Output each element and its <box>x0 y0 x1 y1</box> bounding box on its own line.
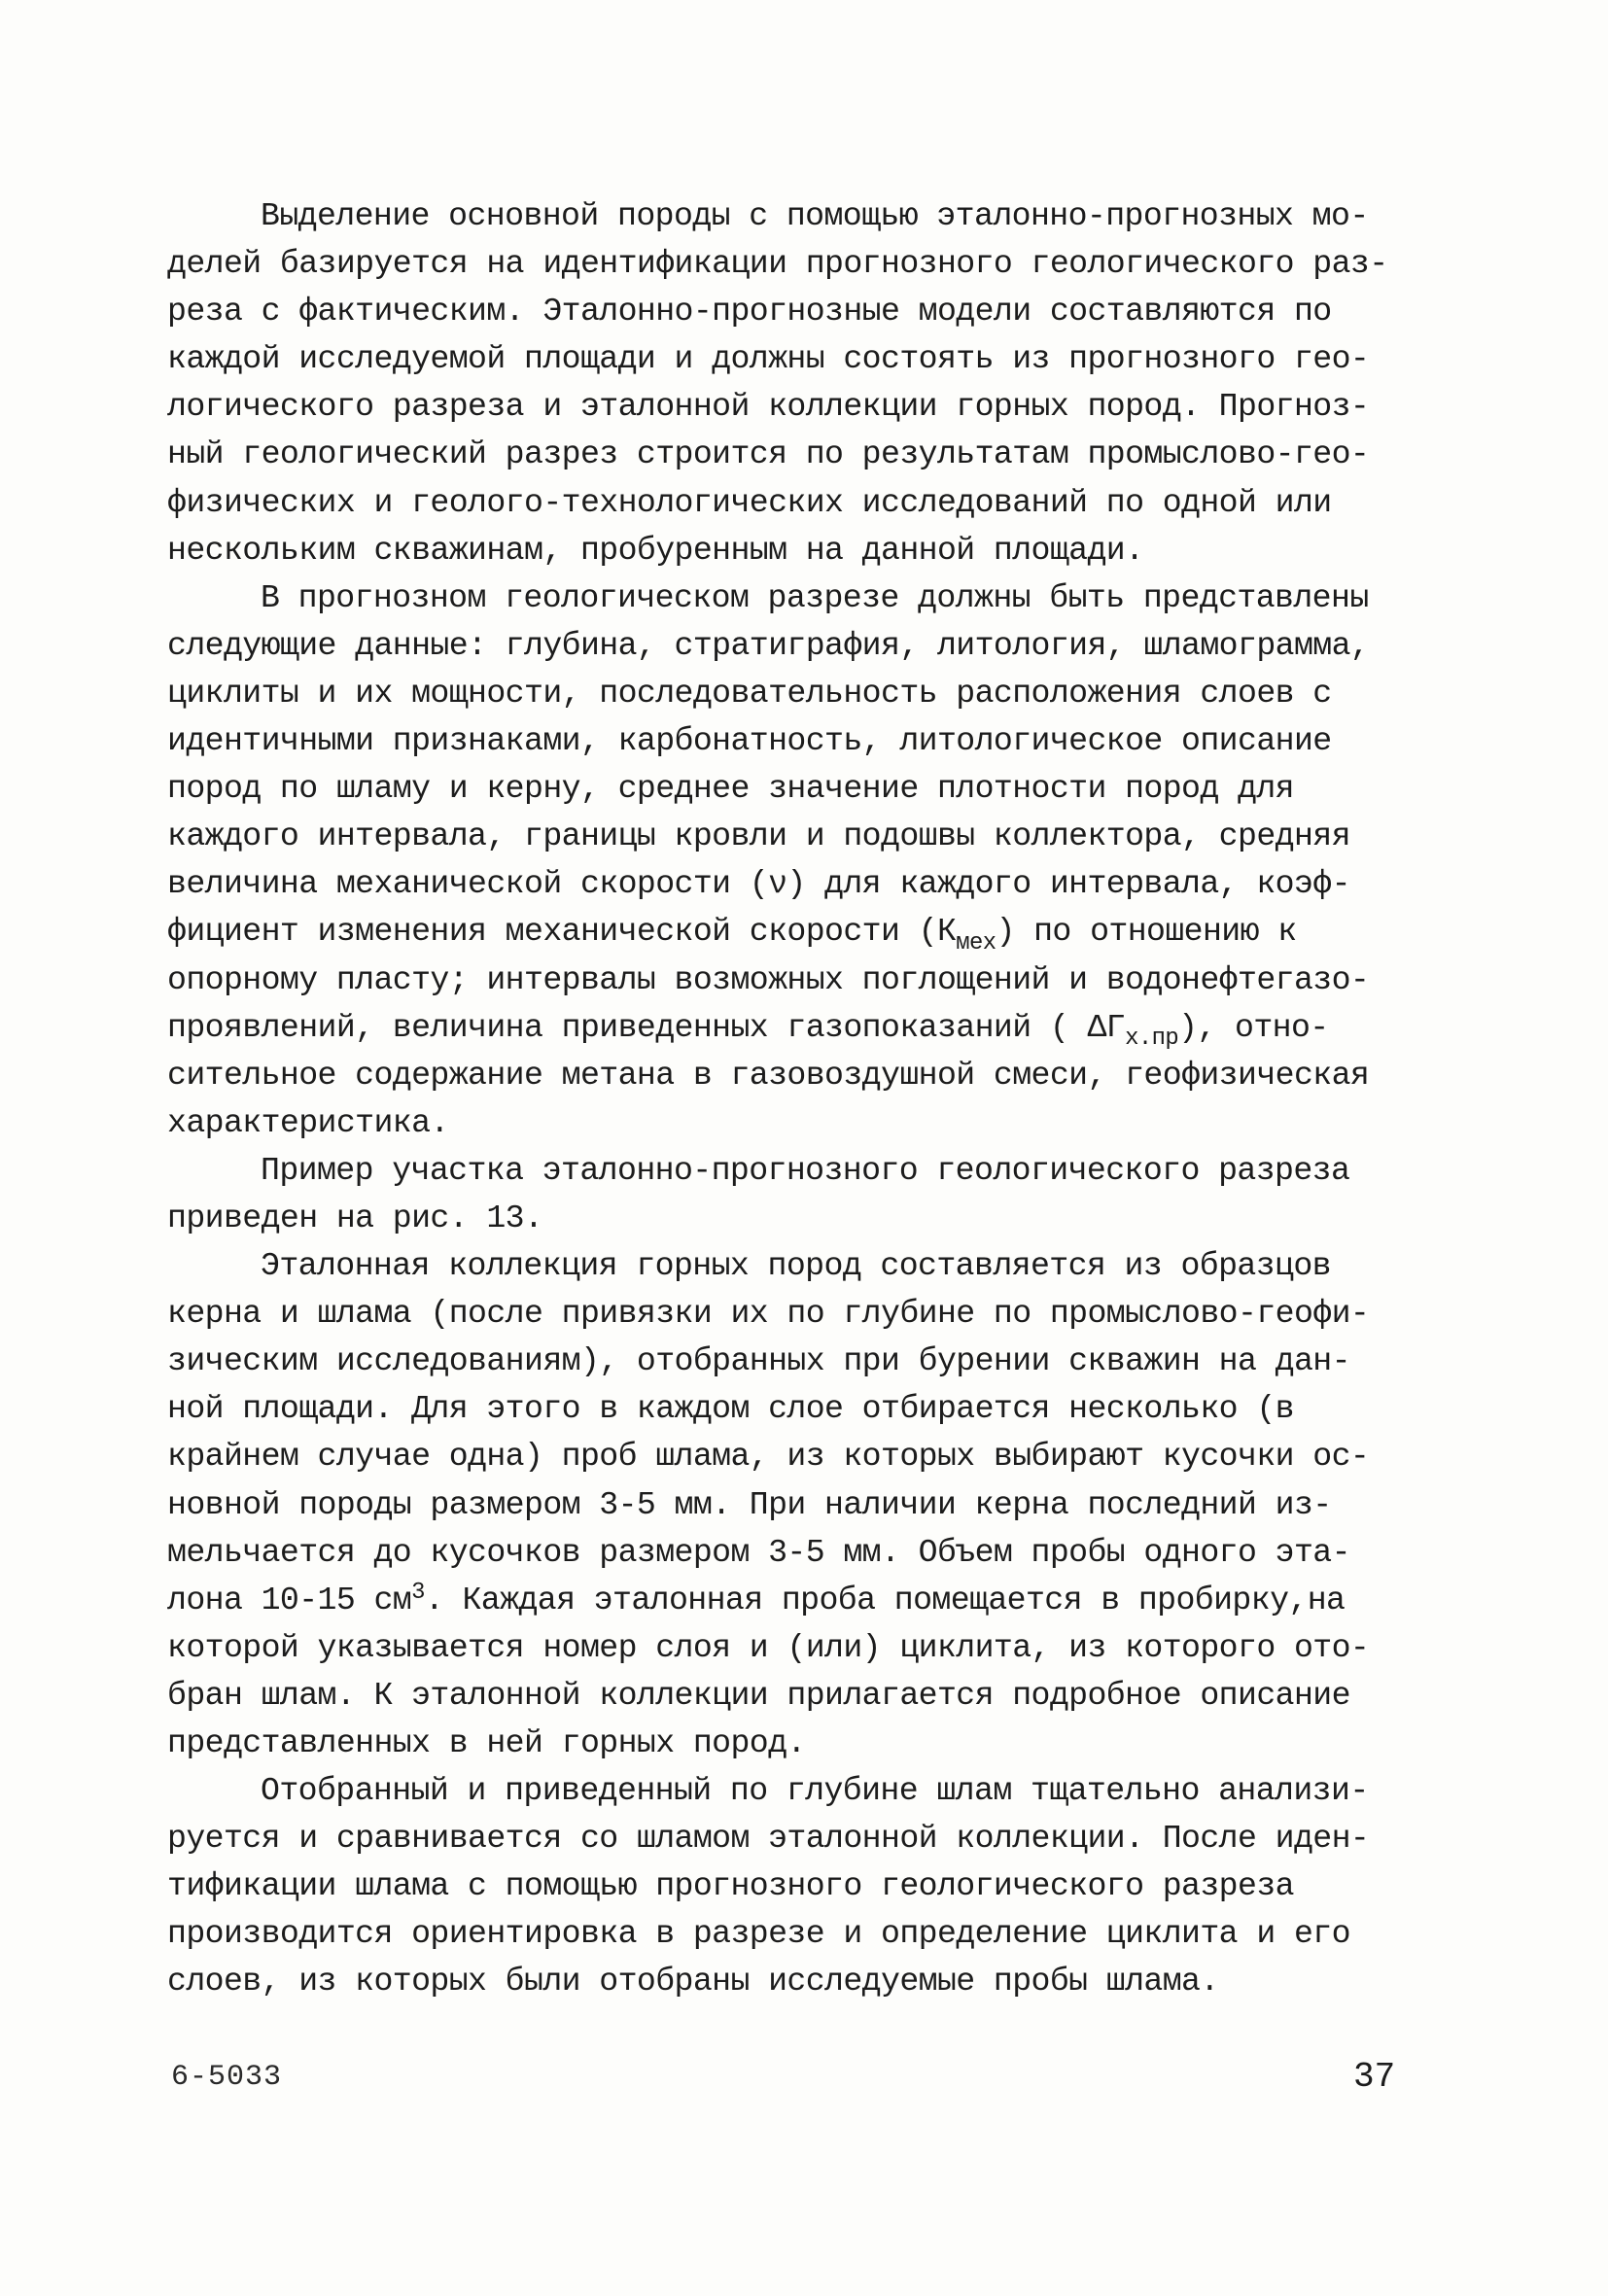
text-line: которой указывается номер слоя и (или) циклита, из которого ото- <box>167 1628 1370 1666</box>
text-line: Эталонная коллекция горных пород составляется из образцов <box>261 1247 1331 1285</box>
text-line: логического разреза и эталонной коллекции горных пород. Прогноз- <box>167 388 1370 426</box>
text-line: слоев, из которых были отобраны исследуемые пробы шлама. <box>167 1963 1219 2000</box>
text-line: величина механической скорости (ν) для каждого интервала, коэф- <box>167 865 1350 903</box>
text-line: крайнем случае одна) проб шлама, из которых выбирают кусочки ос- <box>167 1438 1370 1476</box>
text-line: производится ориентировка в разрезе и определение циклита и его <box>167 1915 1350 1953</box>
paragraph-2 <box>167 574 1421 1147</box>
subscript: х.пр <box>1125 1025 1179 1052</box>
paragraph-3 <box>167 1147 1421 1242</box>
text-line: новной породы размером 3-5 мм. При наличии керна последний из- <box>167 1485 1332 1523</box>
text-line: керна и шлама (после привязки их по глубине по промыслово-геофи- <box>167 1295 1370 1333</box>
text-line: каждого интервала, границы кровли и подошвы коллектора, средняя <box>167 818 1350 855</box>
text-segment: фициент изменения механической скорости (К <box>167 913 957 951</box>
text-segment: ), отно- <box>1178 1008 1329 1046</box>
paragraph-4 <box>167 1242 1421 1767</box>
text-line: тификации шлама с помощью прогнозного геологического разреза <box>167 1867 1294 1905</box>
subscript: мех <box>956 929 996 957</box>
text-line: бран шлам. К эталонной коллекции прилагается подробное описание <box>167 1676 1350 1714</box>
text-segment: ) по отношению к <box>996 913 1297 951</box>
text-line: Пример участка эталонно-прогнозного геологического разреза <box>261 1151 1350 1189</box>
text-line: приведен на рис. 13. <box>167 1199 543 1236</box>
text-line: реза с фактическим. Эталонно-прогнозные модели составляются по <box>167 293 1332 330</box>
text-line-gas <box>167 1004 1421 1052</box>
footer-code: 6-5033 <box>171 2061 283 2094</box>
text-line: зическим исследованиям), отобранных при бурении скважин на дан- <box>167 1342 1350 1380</box>
paragraph-5 <box>167 1767 1421 2005</box>
text-segment: . Каждая эталонная проба помещается в пробирку,на <box>424 1581 1346 1618</box>
text-line: сительное содержание метана в газовоздушной смеси, геофизическая <box>167 1056 1370 1094</box>
text-line: физических и геолого-технологических исследований по одной или <box>167 483 1332 521</box>
text-line: характеристика. <box>167 1103 449 1141</box>
text-line: Выделение основной породы с помощью эталонно-прогнозных мо- <box>261 197 1369 234</box>
text-line: руется и сравнивается со шламом эталонной коллекции. После иден- <box>167 1820 1370 1858</box>
text-line: циклиты и их мощности, последовательность расположения слоев с <box>167 674 1332 712</box>
text-line: ной площади. Для этого в каждом слое отбирается несколько (в <box>167 1390 1294 1428</box>
superscript: 3 <box>411 1579 425 1606</box>
text-line: Отобранный и приведенный по глубине шлам тщательно анализи- <box>261 1772 1369 1810</box>
text-line: нескольким скважинам, пробуренным на данной площади. <box>167 531 1144 569</box>
text-segment: проявлений, величина приведенных газопоказаний ( ΔГ <box>167 1008 1126 1046</box>
page-number: 37 <box>1353 2057 1396 2097</box>
body-text <box>167 192 1421 2006</box>
text-segment: лона 10-15 см <box>167 1581 412 1618</box>
text-line: пород по шламу и керну, среднее значение плотности пород для <box>167 770 1294 808</box>
text-line: делей базируется на идентификации прогнозного геологического раз- <box>167 245 1388 283</box>
text-line: опорному пласту; интервалы возможных поглощений и водонефтегазо- <box>167 960 1370 998</box>
text-line: каждой исследуемой площади и должны состоять из прогнозного гео- <box>167 340 1370 378</box>
text-line: мельчается до кусочков размером 3-5 мм. Объем пробы одного эта- <box>167 1533 1350 1571</box>
text-line-volume <box>167 1577 1421 1624</box>
text-line-kmex <box>167 908 1421 956</box>
text-line: ный геологический разрез строится по результатам промыслово-гео- <box>167 435 1370 473</box>
text-line: представленных в ней горных пород. <box>167 1724 806 1761</box>
text-line: идентичными признаками, карбонатность, литологическое описание <box>167 722 1332 760</box>
text-line: В прогнозном геологическом разрезе должны быть представлены <box>261 578 1369 616</box>
text-line: следующие данные: глубина, стратиграфия, литология, шламограмма, <box>167 626 1370 664</box>
paragraph-1 <box>167 192 1421 574</box>
